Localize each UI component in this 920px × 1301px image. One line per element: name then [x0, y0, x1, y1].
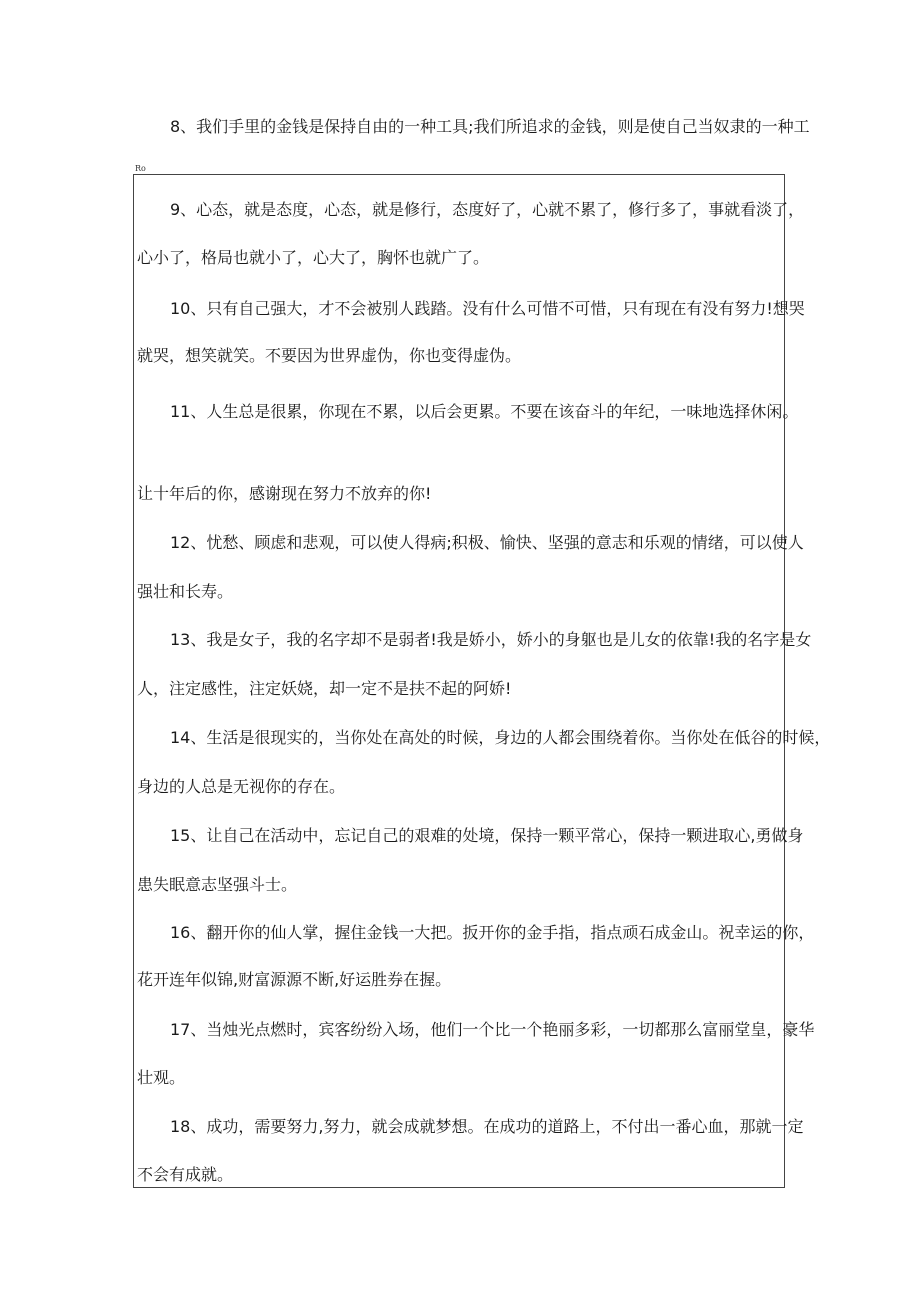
paragraph-9-line-2: 心小了，格局也就小了，心大了，胸怀也就广了。	[137, 248, 490, 267]
paragraph-15-line-1: 15、让自己在活动中，忘记自己的艰难的处境，保持一颗平常心，保持一颗进取心,勇做身	[170, 826, 804, 845]
page-marker: Ro	[135, 164, 146, 173]
paragraph-18-line-1: 18、成功，需要努力,努力，就会成就梦想。在成功的道路上，不付出一番心血，那就一定	[170, 1117, 804, 1136]
paragraph-17-line-1: 17、当烛光点燃时，宾客纷纷入场，他们一个比一个艳丽多彩，一切都那么富丽堂皇，豪华	[170, 1020, 815, 1039]
paragraph-12-line-1: 12、忧愁、顾虑和悲观，可以使人得病;积极、愉快、坚强的意志和乐观的情绪，可以使人	[170, 533, 804, 552]
paragraph-9-line-1: 9、心态，就是态度，心态，就是修行，态度好了，心就不累了，修行多了，事就看淡了，	[170, 200, 805, 219]
paragraph-10-line-2: 就哭，想笑就笑。不要因为世界虚伪，你也变得虚伪。	[137, 346, 522, 365]
paragraph-12-line-2: 强壮和长寿。	[137, 582, 234, 601]
paragraph-16-line-1: 16、翻开你的仙人掌，握住金钱一大把。扳开你的金手指，指点顽石成金山。祝幸运的你，	[170, 923, 815, 942]
paragraph-17-line-2: 壮观。	[137, 1068, 186, 1087]
paragraph-14-line-2: 身边的人总是无视你的存在。	[137, 777, 346, 796]
paragraph-16-line-2: 花开连年似锦,财富源源不断,好运胜券在握。	[137, 970, 452, 989]
paragraph-15-line-2: 患失眠意志坚强斗士。	[137, 875, 298, 894]
paragraph-11-line-2: 让十年后的你，感谢现在努力不放弃的你!	[137, 484, 432, 503]
paragraph-13-line-2: 人，注定感性，注定妖娆，却一定不是扶不起的阿娇!	[137, 679, 512, 698]
paragraph-8: 8、我们手里的金钱是保持自由的一种工具;我们所追求的金钱，则是使自己当奴隶的一种工	[170, 117, 810, 136]
paragraph-14-line-1: 14、生活是很现实的，当你处在高处的时候，身边的人都会围绕着你。当你处在低谷的时候，	[170, 728, 831, 747]
paragraph-10-line-1: 10、只有自己强大，才不会被别人践踏。没有什么可惜不可惜，只有现在有没有努力!想哭	[170, 299, 805, 318]
paragraph-13-line-1: 13、我是女子，我的名字却不是弱者!我是娇小，娇小的身躯也是儿女的依靠!我的名字是女	[170, 630, 812, 649]
paragraph-11-line-1: 11、人生总是很累，你现在不累，以后会更累。不要在该奋斗的年纪，一味地选择休闲。	[170, 402, 799, 421]
paragraph-18-line-2: 不会有成就。	[137, 1165, 234, 1184]
